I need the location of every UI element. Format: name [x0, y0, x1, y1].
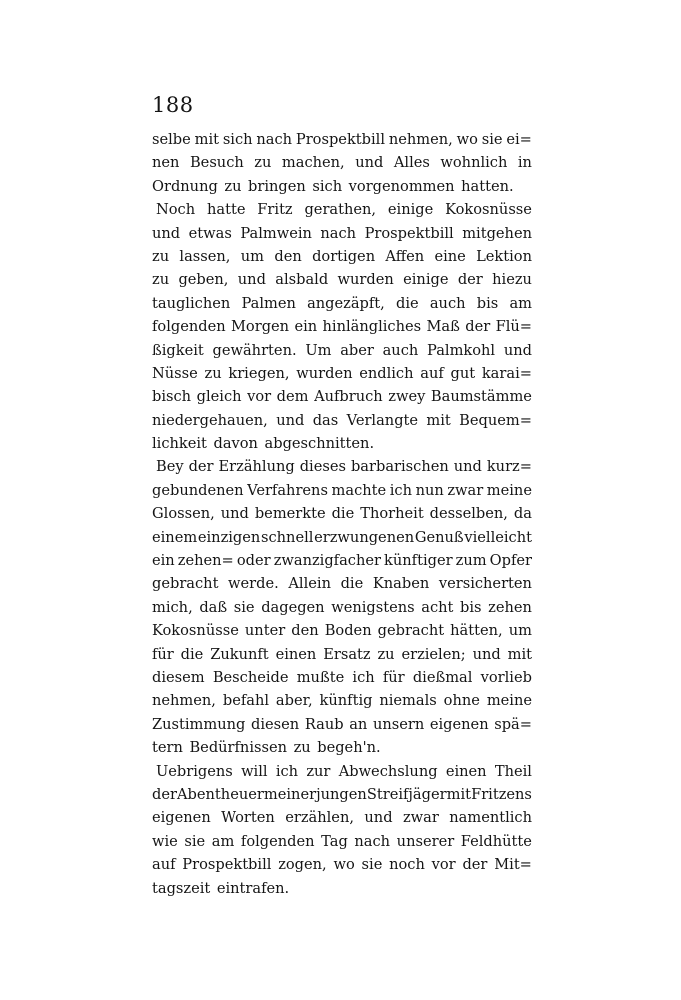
word: für: [152, 645, 174, 663]
word: und: [355, 154, 384, 172]
word: sie: [361, 856, 383, 874]
word: hiezu: [492, 271, 532, 289]
word: alsbald: [275, 271, 329, 289]
word: mit: [446, 785, 472, 803]
word: und: [364, 809, 393, 827]
text-line: [152, 526, 532, 549]
word: zogen,: [278, 856, 327, 874]
word: Besuch: [189, 154, 244, 172]
word: künftiger: [384, 552, 453, 570]
word: Verfahrens: [247, 481, 328, 499]
word: Ersatz: [323, 645, 371, 663]
text-line: [152, 339, 532, 362]
word: Prospektbill: [295, 131, 385, 148]
word: Zukunft: [210, 645, 269, 663]
word: Thorheit: [360, 505, 424, 523]
word: wurden: [296, 364, 353, 382]
word: bringen: [248, 177, 306, 195]
word: namentlich: [449, 809, 532, 827]
word: und: [472, 645, 501, 663]
word: und: [453, 458, 482, 476]
word: begeh'n.: [317, 739, 381, 757]
word: barbarischen: [350, 458, 449, 476]
word: Fritzens: [471, 785, 532, 803]
word: künftig: [319, 692, 373, 710]
word: der: [462, 856, 488, 874]
word: wurden: [337, 271, 394, 289]
word: eigenen: [429, 715, 489, 733]
word: dieses: [299, 458, 346, 476]
text-line: [152, 432, 532, 455]
word: davon: [213, 435, 258, 453]
word: Prospektbill: [182, 856, 272, 874]
word: mitgehen: [462, 224, 532, 242]
word: folgenden: [240, 832, 315, 850]
word: gewährten.: [212, 341, 297, 359]
text-line: [152, 362, 532, 385]
word: karai=: [481, 364, 532, 382]
word: werde.: [228, 575, 279, 593]
word: Palmen: [241, 294, 296, 312]
word: in: [517, 154, 532, 172]
word: bis: [460, 598, 482, 616]
word: erzwungenen: [314, 528, 415, 546]
word: wo: [456, 131, 478, 148]
word: zehen=: [177, 552, 234, 570]
word: aber: [340, 341, 374, 359]
word: selbe: [152, 131, 191, 148]
word: wo: [333, 856, 355, 874]
word: tern: [152, 739, 183, 757]
word: meine: [486, 481, 532, 499]
text-line: [152, 128, 532, 151]
word: Kokosnüsse: [152, 622, 239, 640]
word: ein: [294, 318, 318, 336]
word: Bey: [156, 458, 184, 476]
text-line: [152, 806, 532, 829]
word: um: [240, 247, 265, 265]
word: Ordnung: [152, 177, 218, 195]
word: mit: [194, 131, 219, 148]
word: auf: [420, 364, 444, 382]
word: einige: [403, 271, 449, 289]
word: Allein: [288, 575, 331, 593]
word: wie: [152, 832, 178, 850]
word: Raub: [304, 715, 344, 733]
word: vor: [431, 856, 456, 874]
word: um: [508, 622, 532, 640]
word: hatten.: [461, 177, 514, 195]
word: ei=: [506, 131, 532, 148]
word: Alles: [393, 154, 430, 172]
text-line: [152, 619, 532, 642]
word: geben,: [178, 271, 229, 289]
word: kriegen,: [228, 364, 290, 382]
word: die: [395, 294, 419, 312]
word: erzielen;: [401, 645, 466, 663]
text-line: [152, 385, 532, 408]
word: Baumstämme: [430, 388, 532, 406]
word: hinlängliches: [322, 318, 422, 336]
word: dem: [276, 388, 309, 406]
word: am: [211, 832, 235, 850]
text-line: [152, 315, 532, 338]
word: nehmen,: [152, 692, 216, 710]
word: nun: [415, 481, 444, 499]
word: Kokosnüsse: [445, 201, 532, 219]
text-line: [152, 479, 532, 502]
word: schnell: [261, 528, 314, 546]
word: zu: [152, 271, 170, 289]
word: nehmen,: [388, 131, 453, 148]
word: Prospektbill: [364, 224, 454, 242]
word: tagszeit: [152, 879, 211, 897]
word: zu: [224, 177, 242, 195]
text-line: [152, 292, 532, 315]
text-line: [152, 455, 532, 478]
word: vor: [247, 388, 272, 406]
word: Worten: [221, 809, 275, 827]
word: dortigen: [312, 247, 376, 265]
word: ich: [352, 668, 375, 686]
word: mit: [507, 645, 532, 663]
word: nen: [152, 154, 180, 172]
word: etwas: [188, 224, 232, 242]
word: der: [457, 271, 483, 289]
word: gebracht: [377, 622, 445, 640]
word: befahl: [222, 692, 270, 710]
word: bis: [476, 294, 499, 312]
word: niemals: [379, 692, 437, 710]
word: unsern: [372, 715, 425, 733]
word: dießmal: [412, 668, 473, 686]
word: lichkeit: [152, 435, 207, 453]
word: Theil: [494, 762, 532, 780]
word: und: [152, 224, 181, 242]
text-line: [152, 549, 532, 572]
word: nach: [320, 224, 357, 242]
word: nach: [354, 832, 391, 850]
word: auf: [152, 856, 176, 874]
word: Abwechslung: [338, 762, 438, 780]
word: tauglichen: [152, 294, 231, 312]
word: lassen,: [179, 247, 231, 265]
word: Uebrigens: [156, 762, 233, 780]
word: Um: [305, 341, 332, 359]
word: Lektion: [476, 247, 532, 265]
word: mit: [426, 411, 451, 429]
word: einen: [275, 645, 317, 663]
word: wohnlich: [440, 154, 508, 172]
word: an: [349, 715, 368, 733]
word: für: [382, 668, 405, 686]
word: auch: [382, 341, 419, 359]
word: zehen: [488, 598, 532, 616]
word: Erzählung: [218, 458, 295, 476]
word: Abentheuer: [177, 785, 264, 803]
word: eigenen: [152, 809, 211, 827]
word: zwey: [388, 388, 426, 406]
word: auch: [429, 294, 466, 312]
word: mußte: [296, 668, 345, 686]
word: einzigen: [197, 528, 261, 546]
word: Tag: [321, 832, 348, 850]
word: sie: [184, 832, 206, 850]
word: hätten,: [450, 622, 503, 640]
word: Opfer: [489, 552, 532, 570]
word: versicherten: [438, 575, 532, 593]
word: noch: [389, 856, 425, 874]
word: Glossen,: [152, 505, 215, 523]
word: bemerkte: [254, 505, 326, 523]
word: eintrafen.: [216, 879, 290, 897]
word: Knaben: [372, 575, 430, 593]
word: am: [509, 294, 532, 312]
text-line: [152, 245, 532, 268]
word: Noch: [156, 201, 196, 219]
word: Boden: [324, 622, 372, 640]
word: zu: [293, 739, 311, 757]
word: unter: [244, 622, 286, 640]
text-line: [152, 783, 532, 806]
word: Streifjäger: [366, 785, 447, 803]
word: einem: [152, 528, 198, 546]
word: ohne: [443, 692, 480, 710]
word: sich: [312, 177, 343, 195]
word: sie: [233, 598, 255, 616]
word: ein: [152, 552, 175, 570]
word: vorlieb: [480, 668, 532, 686]
word: Verlangte: [346, 411, 419, 429]
word: eine: [434, 247, 466, 265]
text-line: [152, 760, 532, 783]
text-line: [152, 175, 532, 198]
text-line: [152, 409, 532, 432]
word: den: [291, 622, 319, 640]
word: gerathen,: [304, 201, 377, 219]
word: wenigstens: [331, 598, 415, 616]
word: die: [340, 575, 364, 593]
word: Feldhütte: [460, 832, 532, 850]
text-line: [152, 736, 532, 759]
word: angezäpft,: [307, 294, 385, 312]
word: acht: [421, 598, 454, 616]
word: und: [503, 341, 532, 359]
word: ich: [389, 481, 412, 499]
text-line: [152, 596, 532, 619]
word: zwar: [447, 481, 484, 499]
word: Bedürfnissen: [189, 739, 288, 757]
word: das: [312, 411, 339, 429]
word: folgenden: [152, 318, 226, 336]
word: Nüsse: [152, 364, 198, 382]
word: zwanzigfacher: [273, 552, 381, 570]
word: gebracht: [152, 575, 219, 593]
word: Palmwein: [240, 224, 312, 242]
word: Affen: [385, 247, 425, 265]
word: niedergehauen,: [152, 411, 268, 429]
word: gut: [450, 364, 476, 382]
word: einen: [445, 762, 487, 780]
word: meine: [486, 692, 532, 710]
word: Bequem=: [459, 411, 532, 429]
word: gleich: [196, 388, 242, 406]
text-line: [152, 713, 532, 736]
word: und: [276, 411, 305, 429]
text-line: [152, 666, 532, 689]
text-line: [152, 268, 532, 291]
word: machte: [331, 481, 387, 499]
word: ßigkeit: [152, 341, 204, 359]
word: zu: [204, 364, 222, 382]
word: desselben,: [429, 505, 508, 523]
word: will: [241, 762, 268, 780]
word: Mit=: [494, 856, 532, 874]
word: Aufbruch: [314, 388, 383, 406]
word: hatte: [206, 201, 246, 219]
word: gebundenen: [152, 481, 244, 499]
text-line: [152, 830, 532, 853]
text-line: [152, 502, 532, 525]
word: der: [188, 458, 214, 476]
word: jungen: [316, 785, 367, 803]
word: der: [152, 785, 177, 803]
word: bisch: [152, 388, 192, 406]
word: zu: [254, 154, 272, 172]
word: und: [237, 271, 266, 289]
word: und: [220, 505, 249, 523]
word: Maß: [426, 318, 460, 336]
word: nach: [256, 131, 293, 148]
word: der: [465, 318, 491, 336]
word: die: [331, 505, 355, 523]
word: aber,: [275, 692, 313, 710]
word: vielleicht: [464, 528, 532, 546]
text-line: [152, 877, 532, 900]
word: einige: [387, 201, 434, 219]
word: machen,: [281, 154, 345, 172]
word: sich: [222, 131, 253, 148]
word: diesem: [152, 668, 205, 686]
word: Palmkohl: [427, 341, 496, 359]
body-text: [152, 128, 532, 900]
word: spä=: [494, 715, 532, 733]
word: abgeschnitten.: [264, 435, 375, 453]
word: da: [513, 505, 532, 523]
word: Zustimmung: [152, 715, 246, 733]
word: sie: [481, 131, 503, 148]
word: Morgen: [230, 318, 290, 336]
word: oder: [236, 552, 271, 570]
word: vorgenommen: [348, 177, 455, 195]
word: unserer: [396, 832, 455, 850]
page-number: 188: [152, 93, 194, 117]
text-line: [152, 643, 532, 666]
word: zu: [377, 645, 395, 663]
word: die: [180, 645, 204, 663]
word: zwar: [402, 809, 439, 827]
text-line: [152, 198, 532, 221]
word: Flü=: [495, 318, 532, 336]
word: Bescheide: [212, 668, 289, 686]
word: zur: [306, 762, 331, 780]
word: erzählen,: [285, 809, 354, 827]
word: zum: [455, 552, 487, 570]
word: diesen: [251, 715, 300, 733]
text-line: [152, 853, 532, 876]
word: den: [274, 247, 302, 265]
word: Genuß: [414, 528, 464, 546]
word: dagegen: [261, 598, 325, 616]
word: ich: [275, 762, 299, 780]
word: meiner: [263, 785, 317, 803]
word: Fritz: [257, 201, 293, 219]
text-line: [152, 151, 532, 174]
word: mich,: [152, 598, 193, 616]
word: zu: [152, 247, 170, 265]
text-line: [152, 572, 532, 595]
word: kurz=: [486, 458, 532, 476]
word: endlich: [359, 364, 414, 382]
text-line: [152, 689, 532, 712]
word: daß: [199, 598, 228, 616]
text-line: [152, 222, 532, 245]
